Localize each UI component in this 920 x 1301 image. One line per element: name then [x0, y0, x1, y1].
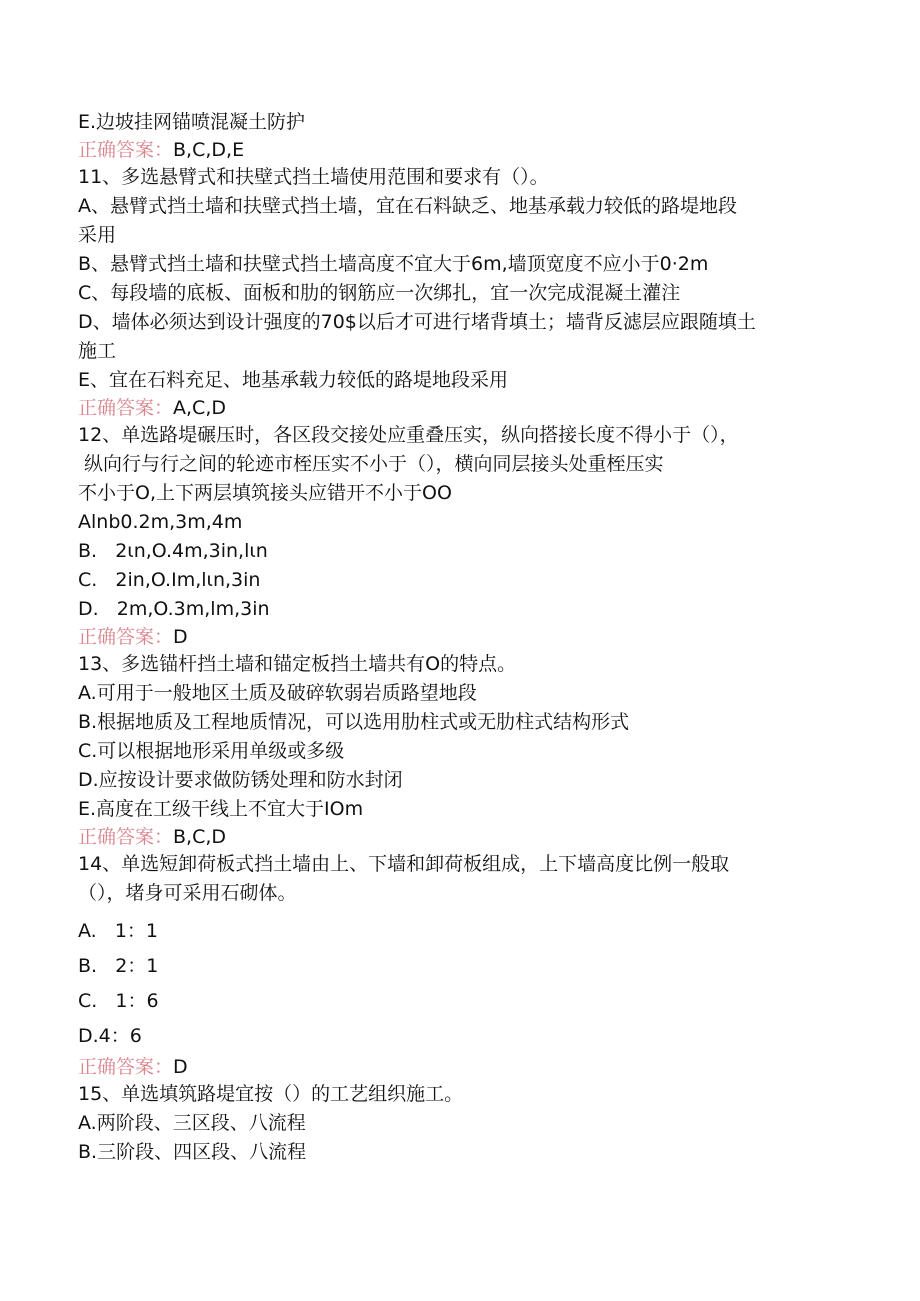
option-line: E.边坡挂网锚喷混凝土防护	[78, 111, 306, 133]
question-title: 13、多选锚杆挡土墙和锚定板挡土墙共有O的特点。	[78, 653, 517, 675]
question-title: 12、单选路堤碾压时，各区段交接处应重叠压实，纵向搭接长度不得小于（），	[78, 424, 739, 446]
answer-line	[78, 137, 838, 163]
question-title-continued: 不小于O,上下两层填筑接头应错开不小于OO	[78, 482, 452, 504]
document-page	[78, 108, 838, 1167]
answer-label: 正确答案：	[78, 139, 174, 161]
option-line: B、悬臂式挡土墙和扶壁式挡土墙高度不宜大于6m,墙顶宽度不应小于0·2m	[78, 253, 709, 275]
option-line: D、墙体必须达到设计强度的70$以后才可进行堵背填土；墙背反滤层应跟随填土	[78, 311, 756, 333]
question-title: 15、单选填筑路堤宜按（）的工艺组织施工。	[78, 1083, 464, 1105]
question-title: 11、多选悬臂式和扶壁式挡土墙使用范围和要求有（）。	[78, 166, 549, 188]
answer-line	[78, 1054, 838, 1080]
answer-value: B,C,D,E	[173, 139, 245, 161]
option-line: C. 2in,O.Im,lιn,3in	[78, 569, 261, 591]
answer-value: D	[173, 626, 188, 648]
question-title-continued: （），堵身可采用石砌体。	[78, 882, 297, 904]
option-line: D.应按设计要求做防锈处理和防水封闭	[78, 769, 403, 791]
option-line: D. 2m,O.3m,lm,3in	[78, 598, 270, 620]
answer-label: 正确答案：	[78, 826, 174, 848]
option-line-continued: 采用	[78, 224, 117, 246]
option-line: E.高度在工级干线上不宜大于IOm	[78, 798, 364, 820]
option-line: A.两阶段、三区段、八流程	[78, 1112, 306, 1134]
option-line: D.4：6	[78, 1025, 142, 1047]
question-title: 14、单选短卸荷板式挡土墙由上、下墙和卸荷板组成，上下墙高度比例一般取	[78, 853, 730, 875]
answer-label: 正确答案：	[78, 626, 174, 648]
option-line: C.可以根据地形采用单级或多级	[78, 740, 345, 762]
answer-label: 正确答案：	[78, 1056, 174, 1078]
answer-label: 正确答案：	[78, 397, 174, 419]
option-line: Alnb0.2m,3m,4m	[78, 511, 243, 533]
option-line: B. 2ιn,O.4m,3in,lιn	[78, 540, 268, 562]
option-line: A.可用于一般地区土质及破碎软弱岩质路望地段	[78, 682, 477, 704]
answer-line	[78, 624, 838, 650]
answer-line	[78, 395, 838, 421]
option-line: B.根据地质及工程地质情况，可以选用肋柱式或无肋柱式结构形式	[78, 711, 630, 733]
answer-value: A,C,D	[173, 397, 226, 419]
answer-line	[78, 824, 838, 850]
option-line: A. 1：1	[78, 920, 158, 942]
answer-value: B,C,D	[173, 826, 227, 848]
option-line: B. 2：1	[78, 955, 159, 977]
option-line: E、宜在石料充足、地基承载力较低的路堤地段采用	[78, 369, 509, 391]
option-line: C. 1：6	[78, 990, 159, 1012]
question-title-continued: 纵向行与行之间的轮迹市桎压实不小于（），横向同层接头处重桎压实	[78, 453, 664, 475]
option-line: A、悬臂式挡土墙和扶壁式挡土墙，宜在石料缺乏、地基承载力较低的路堤地段	[78, 195, 737, 217]
option-line-continued: 施工	[78, 340, 117, 362]
option-line: B.三阶段、四区段、八流程	[78, 1141, 307, 1163]
option-line: C、每段墙的底板、面板和肋的钢筋应一次绑扎，宜一次完成混凝土灌注	[78, 282, 681, 304]
answer-value: D	[173, 1056, 188, 1078]
